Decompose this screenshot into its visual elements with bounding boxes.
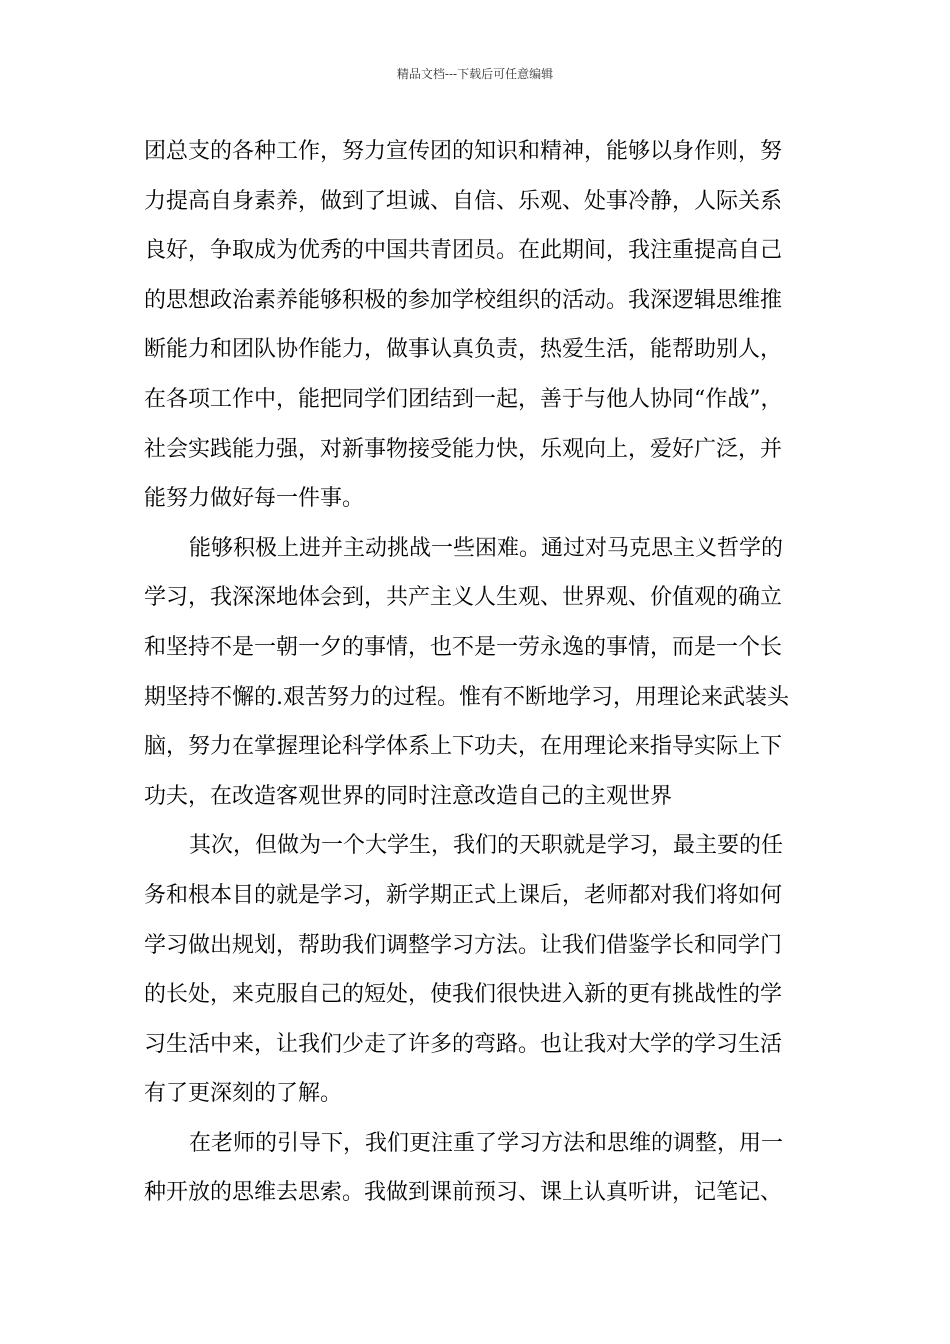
text-line: 力提高自身素养，做到了坦诚、自信、乐观、处事冷静，人际关系 (144, 188, 783, 214)
text-line: 在各项工作中，能把同学们团结到一起，善于与他人协同“作战”， (144, 386, 783, 412)
text-line: 断能力和团队协作能力，做事认真负责，热爱生活，能帮助别人， (144, 337, 783, 363)
text-line: 和坚持不是一朝一夕的事情，也不是一劳永逸的事情，而是一个长 (144, 634, 783, 660)
text-line: 良好，争取成为优秀的中国共青团员。在此期间，我注重提高自己 (144, 238, 783, 264)
text-line: 社会实践能力强，对新事物接受能力快，乐观向上，爱好广泛，并 (144, 436, 783, 462)
text-line: 种开放的思维去思索。我做到课前预习、课上认真听讲，记笔记、 (144, 1180, 783, 1206)
text-line: 能够积极上进并主动挑战一些困难。通过对马克思主义哲学的 (189, 535, 784, 561)
text-line: 团总支的各种工作，努力宣传团的知识和精神，能够以身作则，努 (144, 139, 783, 164)
text-line: 务和根本目的就是学习，新学期正式上课后，老师都对我们将如何 (144, 882, 783, 908)
paragraph (144, 524, 824, 822)
text-line: 能努力做好每一件事。 (144, 486, 365, 512)
text-line: 其次，但做为一个大学生，我们的天职就是学习，最主要的任 (189, 833, 784, 859)
paragraph (144, 821, 824, 1119)
text-line: 学习做出规划，帮助我们调整学习方法。让我们借鉴学长和同学门 (144, 932, 783, 958)
text-line: 有了更深刻的了解。 (144, 1081, 343, 1107)
document-body (144, 127, 824, 1218)
text-line: 习生活中来，让我们少走了许多的弯路。也让我对大学的学习生活 (144, 1031, 783, 1057)
text-line: 脑，努力在掌握理论科学体系上下功夫，在用理论来指导实际上下 (144, 734, 783, 760)
page-header: 精品文档---下载后可任意编辑 (396, 67, 554, 81)
text-line: 功夫，在改造客观世界的同时注意改造自己的主观世界 (144, 783, 673, 809)
paragraph (144, 127, 824, 524)
text-line: 的思想政治素养能够积极的参加学校组织的活动。我深逻辑思维推 (144, 287, 783, 313)
text-line: 学习，我深深地体会到，共产主义人生观、世界观、价值观的确立 (144, 585, 783, 611)
paragraph (144, 1119, 824, 1218)
text-line: 在老师的引导下，我们更注重了学习方法和思维的调整，用一 (189, 1130, 784, 1156)
text-line: 期坚持不懈的.艰苦努力的过程。惟有不断地学习，用理论来武装头 (144, 684, 789, 710)
text-line: 的长处，来克服自己的短处，使我们很快进入新的更有挑战性的学 (144, 982, 783, 1008)
